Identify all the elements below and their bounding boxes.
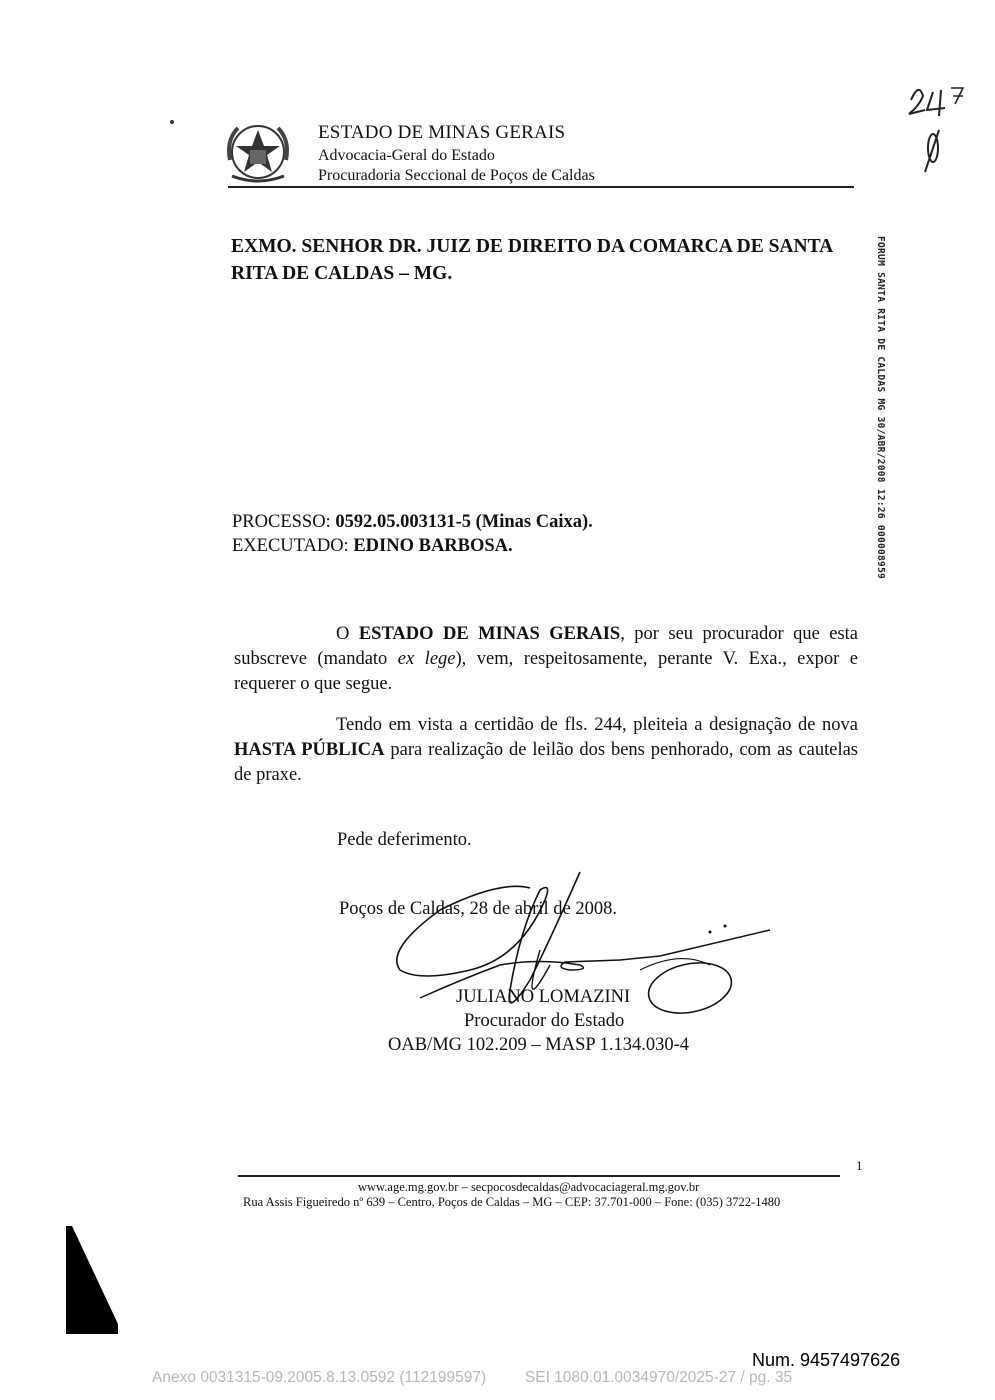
handwritten-signature bbox=[380, 870, 800, 1055]
executed-line bbox=[232, 534, 593, 558]
document-number: Num. 9457497626 bbox=[752, 1350, 901, 1370]
annex-watermark: Anexo 0031315-09.2005.8.13.0592 (112199597) SEI 1080.01.0034970/2025-27 / pg. 35 bbox=[152, 1369, 793, 1386]
closing-request: Pede deferimento. bbox=[337, 830, 472, 850]
scan-speck bbox=[170, 120, 174, 124]
signer-role: Procurador do Estado bbox=[464, 1011, 625, 1031]
handwritten-page-mark bbox=[905, 78, 975, 178]
signer-id: OAB/MG 102.209 – MASP 1.134.030-4 bbox=[388, 1035, 689, 1055]
process-line bbox=[232, 510, 593, 534]
case-info bbox=[232, 510, 593, 558]
process-value: 0592.05.003131-5 (Minas Caixa). bbox=[335, 512, 593, 532]
paragraph-intro: O ESTADO DE MINAS GERAIS, por seu procurador que esta subscreve (mandato ex lege), vem, respeitosamente, perante V. Exa., expor e requerer o que segue. bbox=[234, 624, 859, 694]
scan-edge-artifact bbox=[66, 1226, 118, 1334]
footer-address: Rua Assis Figueiredo nº 639 – Centro, Poços de Caldas – MG – CEP: 37.701-000 – Fone: (035) 3722-1480 bbox=[243, 1195, 781, 1209]
page-number: 1 bbox=[856, 1158, 863, 1173]
executed-value: EDINO BARBOSA. bbox=[353, 536, 513, 556]
header-divider bbox=[228, 186, 854, 188]
addressee: EXMO. SENHOR DR. JUIZ DE DIREITO DA COMARCA DE SANTA RITA DE CALDAS – MG. bbox=[231, 236, 833, 284]
auction-term: HASTA PÚBLICA bbox=[234, 740, 385, 760]
executed-label: EXECUTADO: bbox=[232, 536, 349, 556]
party-name: ESTADO DE MINAS GERAIS bbox=[358, 624, 621, 644]
signer-name: JULIANO LOMAZINI bbox=[456, 987, 631, 1007]
process-label: PROCESSO: bbox=[232, 512, 331, 532]
state-name: ESTADO DE MINAS GERAIS bbox=[318, 122, 566, 143]
footer-contact: www.age.mg.gov.br – secpocosdecaldas@advocaciageral.mg.gov.br bbox=[358, 1180, 700, 1194]
court-receipt-stamp: FORUM SANTA RITA DE CALDAS MG 30/ABR/2008 12:26 000008959 bbox=[875, 236, 886, 580]
place-date: Poços de Caldas, 28 de abril de 2008. bbox=[339, 899, 617, 919]
agency-name: Advocacia-Geral do Estado bbox=[318, 147, 495, 164]
coat-of-arms-icon bbox=[222, 120, 294, 188]
office-name: Procuradoria Seccional de Poços de Caldas bbox=[318, 167, 595, 184]
paragraph-request: Tendo em vista a certidão de fls. 244, pleiteia a designação de nova HASTA PÚBLICA para realização de leilão dos bens penhorado, com as cautelas de praxe. bbox=[234, 715, 859, 785]
footer-divider bbox=[238, 1175, 840, 1177]
